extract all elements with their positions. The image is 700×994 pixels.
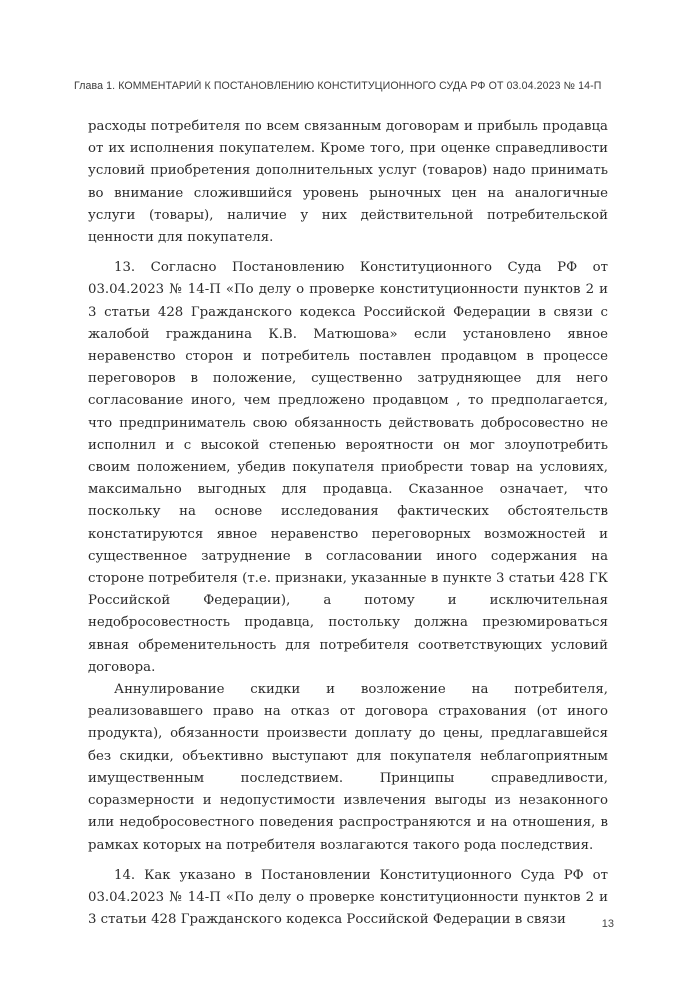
paragraph-14: 14. Как указано в Постановлении Конституционного Суда РФ от 03.04.2023 № 14-П «По делу о проверке конституционности пунктов 2 и 3 статьи 428 Гражданского кодекса Российской Федерации в связи: [88, 867, 608, 928]
page-body: [88, 116, 608, 931]
paragraph-annulment: Аннулирование скидки и возложение на потребителя, реализовавшего право на отказ от договора страхования (от иного продукта), обязанности произвести доплату до цены, предлагавшейся без скидки, объективно выступают для покупателя неблагоприятным имущественным последствием. Принципы справедливости, соразмерности и недопустимости извлечения выгоды из незаконного или недобросовестного поведения распространяются и на отношения, в рамках которых на потребителя возлагаются такого рода последствия.: [88, 682, 608, 853]
running-header: [74, 80, 634, 92]
page-number: 13: [601, 918, 614, 930]
paragraph-continuation: расходы потребителя по всем связанным договорам и прибыль продавца от их исполнения покупателем. Кроме того, при оценке справедливости условий приобретения дополнительных услуг (товаров) надо принимать во внимание сложившийся уровень рыночных цен на аналогичные услуги (товары), наличие у них действительной потребительской ценности для покупателя.: [88, 119, 608, 246]
chapter-title: КОММЕНТАРИЙ К ПОСТАНОВЛЕНИЮ КОНСТИТУЦИОННОГО СУДА РФ ОТ 03.04.2023 № 14-П: [118, 80, 602, 92]
paragraph-13: 13. Согласно Постановлению Конституционного Суда РФ от 03.04.2023 № 14-П «По делу о проверке конституционности пунктов 2 и 3 статьи 428 Гражданского кодекса Российской Федерации в связи с жалобой гражданина К.В. Матюшова» если установлено явное неравенство сторон и потребитель поставлен продавцом в процессе переговоров в положение, существенно затрудняющее для него согласование иного, чем предложено продавцом , то предполагается, что предприниматель свою обязанность действовать добросовестно не исполнил и с высокой степенью вероятности он мог злоупотребить своим положением, убедив покупателя приобрести товар на условиях, максимально выгодных для продавца. Сказанное означает, что поскольку на основе исследования фактических обстоятельств констатируются явное неравенство переговорных возможностей и существенное затруднение в согласовании иного содержания на стороне потребителя (т.е. признаки, указанные в пункте 3 статьи 428 ГК Российской Федерации), а потому и исключительная недобросовестность продавца, постольку должна презюмироваться явная обременительность для потребителя соответствующих условий договора.: [88, 260, 608, 675]
chapter-label: Глава 1.: [74, 80, 116, 92]
